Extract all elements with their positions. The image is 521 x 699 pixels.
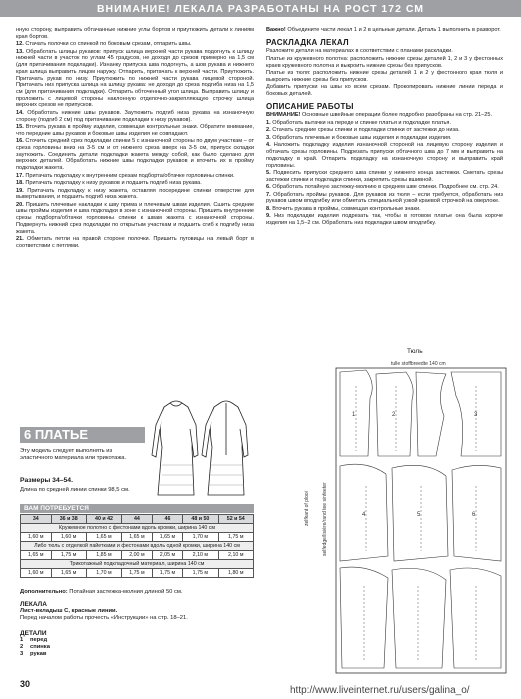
details-title: ДЕТАЛИ	[20, 630, 47, 637]
dress-sketch	[148, 395, 263, 505]
watermark-url: http://www.liveinternet.ru/users/galina_o/	[290, 685, 470, 696]
step-text: Притачать подкладку к низу жакета, оставляя посередине спинки отверстие для вывертывания, и подшить подгиб низа жакета.	[16, 187, 254, 201]
page-number: 30	[20, 679, 31, 689]
work-step	[266, 213, 503, 226]
step-text: Обработать плечевые и боковые швы изделия и подкладки изделия.	[272, 134, 452, 141]
detail-item	[20, 637, 50, 644]
step-number: 1.	[266, 119, 271, 126]
work-step	[266, 192, 503, 205]
instruction-step	[16, 49, 254, 109]
value-cell: 1,65 м	[21, 551, 52, 560]
instruction-step	[16, 188, 254, 201]
value-cell: 1,75 м	[122, 569, 153, 578]
step-text: Притачать подкладку к внутренним срезам подборта/обтачке горловины спинки.	[25, 172, 235, 179]
step-number: 6.	[266, 184, 271, 191]
detail-name: перед	[30, 637, 48, 643]
details-block	[20, 630, 50, 658]
value-cell: 1,70 м	[86, 569, 121, 578]
step-number: 14.	[16, 109, 24, 116]
value-cell: 1,60 м	[51, 533, 86, 542]
value-cell: 2,10 м	[183, 551, 218, 560]
fabric-2-label: Либо тюль с отделкой пайетками и фестонами вдоль одной кромки, ширина 140 см	[21, 542, 254, 551]
instruction-step	[16, 236, 254, 249]
value-cell: 1,70 м	[183, 533, 218, 542]
step-text: нную сторону, выправить обтачанные нижние углы бортов и приутюжить детали к линиям края бортов.	[16, 27, 254, 40]
fabric-3-values	[21, 569, 254, 578]
value-cell: 1,85 м	[86, 551, 121, 560]
value-cell: 1,65 м	[51, 569, 86, 578]
value-cell: 1,75 м	[51, 551, 86, 560]
work-step	[266, 206, 503, 213]
instruction-step	[16, 124, 254, 137]
step-text: Наложить подкладку изделия изнаночной стороной на лицевую сторону изделия и обтачать срезы горловины. Подрезать припуски обтачного шва до 7 мм и выправить на подкладку в край. Отпарить подкладку на изнаночную сторону и выправить край горловины.	[266, 142, 503, 169]
size-cell: 44	[122, 515, 153, 524]
value-cell: 2,05 м	[152, 551, 183, 560]
value-cell: 1,65 м	[152, 533, 183, 542]
model-intro: Эту модель следует выполнять из эластичного материала или трикотажа.	[20, 448, 127, 461]
fabric-1-label: Кружевное полотно с фестонами вдоль кромки, ширина 140 см	[21, 524, 254, 533]
size-cell: 34	[21, 515, 52, 524]
work-step	[266, 170, 503, 183]
piece-label-2: 2	[392, 412, 396, 418]
step-text: Стачать полочки со спинкой по боковым срезам, отпарить швы.	[25, 41, 192, 48]
layout-paragraph: Платье из тюля: расположить нижние срезы деталей 1 и 2 у фестонного края тюля и выкроить нижние срезы без припусков.	[266, 70, 503, 83]
work-lead: ВНИМАНИЕ! Основные швейные операции более подробно разобраны на стр. 21–25.	[266, 112, 492, 119]
instruction-step	[16, 173, 254, 180]
detail-number: 2	[20, 644, 24, 650]
piece-label-3: 3	[474, 412, 478, 418]
piece-label-1: 1	[352, 412, 356, 418]
layout-paragraph: Добавить припуски на швы ко всем срезам. Прокопировать нижние линии переда и боковых деталей.	[266, 84, 503, 98]
piece-label-5: 5	[417, 512, 421, 518]
value-cell: 1,65 м	[86, 533, 121, 542]
step-text: Обработать проймы рукавов. Для рукавов из тюля – если требуется, обработать низ рукавов швом вподгибку или обметать специальной узкой краевой строчкой на оверлоке.	[266, 191, 503, 205]
step-number: 7.	[266, 191, 271, 198]
instruction-step	[16, 41, 254, 48]
value-cell: 1,80 м	[218, 569, 253, 578]
step-text: Обработать вытачки на переде и спинке платья и подкладке платья.	[272, 119, 452, 126]
model-length: Длина по средней линии спинки 98,5 см.	[20, 487, 130, 493]
step-number: 20.	[16, 201, 24, 208]
work-title: ОПИСАНИЕ РАБОТЫ	[266, 101, 354, 111]
model-title: 6 ПЛАТЬЕ	[20, 427, 145, 443]
work-step	[266, 127, 503, 134]
step-number: 13.	[16, 48, 24, 55]
detail-name: рукав	[30, 651, 47, 657]
step-number: 12.	[16, 41, 24, 48]
fold-label-1: zelfkant of plooi	[304, 491, 310, 526]
notice: Важно! Объедините части лекал 1 и 2 в цельные детали. Деталь 1 выполнить в разворот.	[266, 27, 501, 33]
value-cell: 1,75 м	[152, 569, 183, 578]
step-text: Сточить средний срез подкладки спинки 5 с изнаночной стороны по двум участкам – от среза горловины вниз на 3-5 см и от нижнего среза вверх на 3-5 см, припуск складки заутюжить. Соединить детали подкладки жакета между собой, как было сделано для верхних деталей. Обработать нижние швы подкладки рукавов и вточить их в пройму подкладки жакета.	[16, 138, 255, 172]
lekala-title: ЛЕКАЛА	[20, 601, 47, 608]
fabric-3-label: Трикотажный подкладочный материал, ширина 140 см	[21, 560, 254, 569]
model-sizes: Размеры 34–54.	[20, 477, 73, 484]
step-text: Обработать потайную застежку-молнию в среднем шве спинки. Подробнее см. стр. 24.	[272, 184, 499, 191]
step-text: Вточить рукава в пройму изделия, совмещая контрольные знаки. Обратите внимание, что передние швы рукавов и боковые швы изделия не совпадают.	[16, 124, 254, 137]
fabric-1-values	[21, 533, 254, 542]
work-step	[266, 135, 503, 142]
step-text: Притачать подкладку к низу рукавов и подшить подгиб низа рукава.	[25, 180, 202, 187]
work-step	[266, 184, 503, 191]
detail-number: 1	[20, 637, 24, 643]
detail-name: спинка	[30, 644, 50, 650]
size-cell: 46	[152, 515, 183, 524]
instruction-step	[16, 138, 254, 172]
size-cell: 52 и 54	[218, 515, 253, 524]
value-cell: 1,65 м	[122, 533, 153, 542]
step-text: Обработать шлицы рукавов: припуск шлица верхней части рукава подогнуть к шлицу нижней части в участок по углам 45 градусов, не доходя до срезов примерно на 1,5 см (для притачивания подкладки). Изнанку припуска шва подогнуть, а шов рукава и нижнего края шлица выправить лицом наружу. Отпарить, притачать к верхней части. Приутюжить. Притачать рукав по низу. Приутюжить по нижней части рукава лицевой стороной. Притачать низ припуска шлица на шлицу рукава: не доходя до среза подгиба низа на 1,5 см (для притачивания подкладки). Отпарить обточенный угол шлица. Выправить шлицу и проложить с лицевой стороны наклонную отделочно-закрепляющую строчку шлица верхних срезов не припусков.	[16, 48, 254, 109]
instruction-step	[16, 110, 254, 123]
extra-materials: Дополнительно: Потайная застежка-молния длиной 50 см.	[20, 589, 183, 595]
step-text: Обметать петли на правой стороне полочки. Пришить пуговицы на левый борт в соответствии с петлями.	[16, 236, 254, 249]
step-number: 16.	[16, 138, 24, 145]
left-instructions	[16, 27, 254, 250]
size-cell: 48 и 50	[183, 515, 218, 524]
step-text: Низ подкладки изделия подрезать так, чтобы в готовом платье она была короче изделия на 1,5–2 см. Обработать низ подкладки швом вподгибку.	[266, 213, 503, 227]
layout-paragraph: Платье из кружевного полотна: расположить нижние срезы деталей 1, 2 и 3 у фестонных краев кружевного полотна и выкроить нижние срезы без припусков.	[266, 55, 503, 69]
value-cell: 2,10 м	[218, 551, 253, 560]
fabric-2-values	[21, 551, 254, 560]
layout-title: РАСКЛАДКА ЛЕКАЛ	[266, 37, 349, 47]
step-number: 19.	[16, 187, 24, 194]
lekala-block	[20, 601, 250, 622]
step-text: Обработать нижние швы рукавов. Заутюжить подгиб низа рукава на изнаночную сторону (подгиб 2 см) под притачивание подкладки к низу рукавов).	[16, 109, 254, 123]
value-cell: 1,75 м	[218, 533, 253, 542]
step-number: 5.	[266, 170, 271, 177]
work-steps	[266, 120, 503, 227]
detail-item	[20, 644, 50, 651]
page-header: ВНИМАНИЕ! ЛЕКАЛА РАЗРАБОТАНЫ НА РОСТ 172 СМ	[0, 0, 521, 17]
value-cell: 1,60 м	[21, 533, 52, 542]
instruction-step	[16, 202, 254, 236]
lekala-sheet: Лист-вкладыш C, красные линии.	[20, 608, 118, 614]
details-list	[20, 637, 50, 658]
layout-fabric-label: Тюль	[407, 348, 423, 355]
instruction-step	[16, 180, 254, 187]
detail-item	[20, 651, 50, 658]
step-number: 9.	[266, 213, 271, 220]
step-number: 3.	[266, 134, 271, 141]
step-number: 17.	[16, 172, 24, 179]
instruction-step	[16, 27, 254, 40]
step-number: 8.	[266, 205, 271, 212]
layout-paragraph: Разложите детали на материалах в соответствии с планами раскладки.	[266, 48, 453, 55]
fabric-width-label: tulle stoffbreedte 140 cm	[391, 361, 446, 367]
piece-label-4: 4	[362, 512, 366, 518]
lekala-note: Перед началом работы прочесть «Инструкции» на стр. 18–21.	[20, 615, 188, 621]
value-cell: 1,75 м	[183, 569, 218, 578]
layout-text	[266, 48, 503, 97]
step-number: 15.	[16, 124, 24, 131]
work-step	[266, 142, 503, 169]
step-number: 21.	[16, 236, 24, 243]
step-text: Подвесить припуски среднего шва спинки у нижнего конца застежки. Сметать срезы застежки спинки и подкладки спинки, закрепить срезы вшивной.	[266, 170, 503, 183]
materials-title: ВАМ ПОТРЕБУЕТСЯ	[20, 504, 254, 513]
step-number: 2.	[266, 127, 271, 134]
size-cell: 40 и 42	[86, 515, 121, 524]
cutting-layout-diagram	[296, 356, 508, 676]
value-cell: 1,60 м	[21, 569, 52, 578]
piece-label-6: 6	[472, 512, 476, 518]
work-step	[266, 120, 503, 127]
step-text: Пришить плечевые накладки к шву прима и плечевым швам изделия. Сшить средние швы проймы изделия и шва подкладки в зоне с изнаночной стороны. Пришить внутренние срезы подборта/обтачки горловины спинки к швам жакета с изнаночной стороны. Подвернуть нижний срез подкладки по открытым участкам и подшить сгиб к подгибу низа жакета.	[16, 201, 254, 235]
step-number: 4.	[266, 142, 271, 149]
size-header-row	[21, 515, 254, 524]
step-text: Стачать средние срезы спинки и подкладки спинки от застежки до низа.	[272, 127, 460, 134]
fold-label-2: selfedge/lisière/rand tee sinfeeter	[322, 482, 328, 556]
materials-table	[20, 514, 254, 578]
value-cell: 2,00 м	[122, 551, 153, 560]
detail-number: 3	[20, 651, 24, 657]
right-instructions	[266, 27, 503, 228]
step-text: Вточить рукава в проймы, совмещая контрольные знаки.	[272, 205, 421, 212]
step-number: 18.	[16, 180, 24, 187]
size-cell: 36 и 38	[51, 515, 86, 524]
